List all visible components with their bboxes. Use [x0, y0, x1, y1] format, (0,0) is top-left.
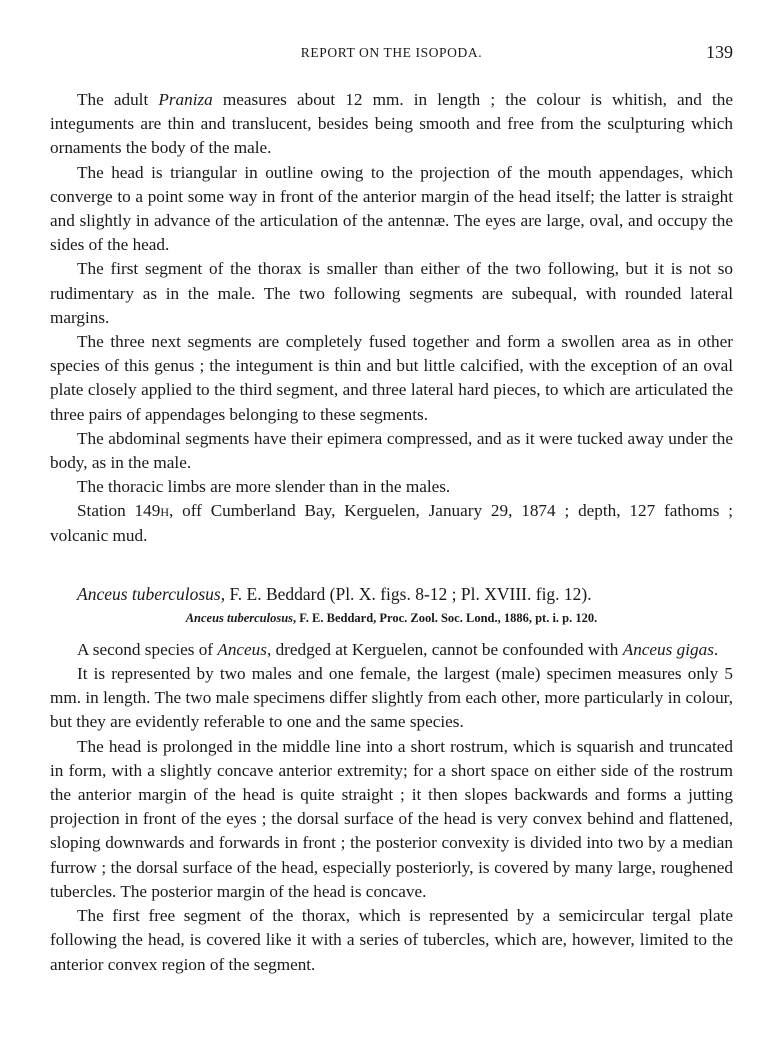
paragraph-fused-segments: The three next segments are completely fused together and form a swollen area as in other species of this genus ; the integument is thin and but little calcified, with the exception of an oval plate closely applied to the third segment, and three lateral hard pieces, to which are articulated the three pairs of appendages belonging to these segments.	[50, 332, 733, 424]
paragraph-second-species	[50, 638, 733, 662]
species-name: Anceus tuberculosus	[185, 610, 294, 625]
page-number: 139	[706, 42, 733, 62]
station-suffix: h	[160, 501, 169, 521]
text-run: , off Cumberland Bay, Kerguelen, January 29, 1874 ; depth, 127 fathoms ; volcanic mud.	[50, 501, 733, 545]
paragraph-abdominal: The abdominal segments have their epimera compressed, and as it were tucked away under the body, as in the male.	[50, 428, 733, 473]
text-run: measures about 12 mm. in length ; the colour is whitish, and the integuments are thin and translucent, besides being smooth and free from the sculpturing which ornaments the body of the male.	[50, 90, 733, 158]
text-run: Station 149	[77, 501, 161, 521]
text-run: A second species of	[77, 639, 218, 659]
paragraph-head: The head is triangular in outline owing to the projection of the mouth appendages, which converge to a point some way in front of the anterior margin of the head itself; the latter is straight and slightly in advance of the articulation of the antennæ. The eyes are large, oval, and occupy the sides of the head.	[50, 162, 733, 255]
page-body	[50, 88, 733, 977]
paragraph-head-rostrum: The head is prolonged in the middle line into a short rostrum, which is squarish and truncated in form, with a slightly concave anterior extremity; for a short space on either side of the rostrum the anterior margin of the head is quite straight ; it then slopes backwards and forms a jutting projection in front of the eyes ; the dorsal surface of the head is very convex behind and flattened, sloping downwards and forwards in front ; the posterior convexity is divided into two by a median furrow ; the dorsal surface of the head, especially posteriorly, is covered by many large, roughened tubercles. The posterior margin of the head is concave.	[50, 736, 733, 901]
text-run: , F. E. Beddard (Pl. X. figs. 8-12 ; Pl. XVIII. fig. 12).	[220, 583, 592, 604]
text-run: The adult	[77, 90, 159, 109]
paragraph-station	[50, 499, 733, 547]
text-run: .	[713, 639, 719, 659]
genus-name: Praniza	[158, 90, 213, 109]
paragraph-first-segment: The first segment of the thorax is smaller than either of the two following, but it is not so rudimentary as in the male. The two following segments are subequal, with rounded lateral margins.	[50, 259, 733, 327]
paragraph-praniza-size	[50, 88, 733, 161]
running-head	[50, 42, 733, 64]
text-run: , dredged at Kerguelen, cannot be confounded with	[266, 639, 623, 659]
running-title: REPORT ON THE ISOPODA.	[300, 45, 483, 60]
paragraph-thoracic-limbs: The thoracic limbs are more slender than in the males.	[77, 477, 451, 497]
species-heading	[77, 582, 733, 606]
section-spacer	[50, 548, 733, 582]
species-name: Anceus gigas	[622, 639, 714, 659]
paragraph-specimens: It is represented by two males and one female, the largest (male) specimen measures only 5 mm. in length. The two male specimens differ slightly from each other, more particularly in colour, but they are evidently referable to one and the same species.	[50, 664, 733, 732]
species-name: Anceus tuberculosus	[77, 583, 221, 604]
paragraph-thorax-segment: The first free segment of the thorax, which is represented by a semicircular tergal plate following the head, is covered like it with a series of tubercles, which are, however, limited to the anterior convex region of the segment.	[50, 906, 733, 974]
text-run: , F. E. Beddard, Proc. Zool. Soc. Lond., 1886, pt. i. p. 120.	[293, 610, 598, 625]
synonymy-reference	[50, 608, 733, 628]
genus-name: Anceus	[217, 639, 267, 659]
